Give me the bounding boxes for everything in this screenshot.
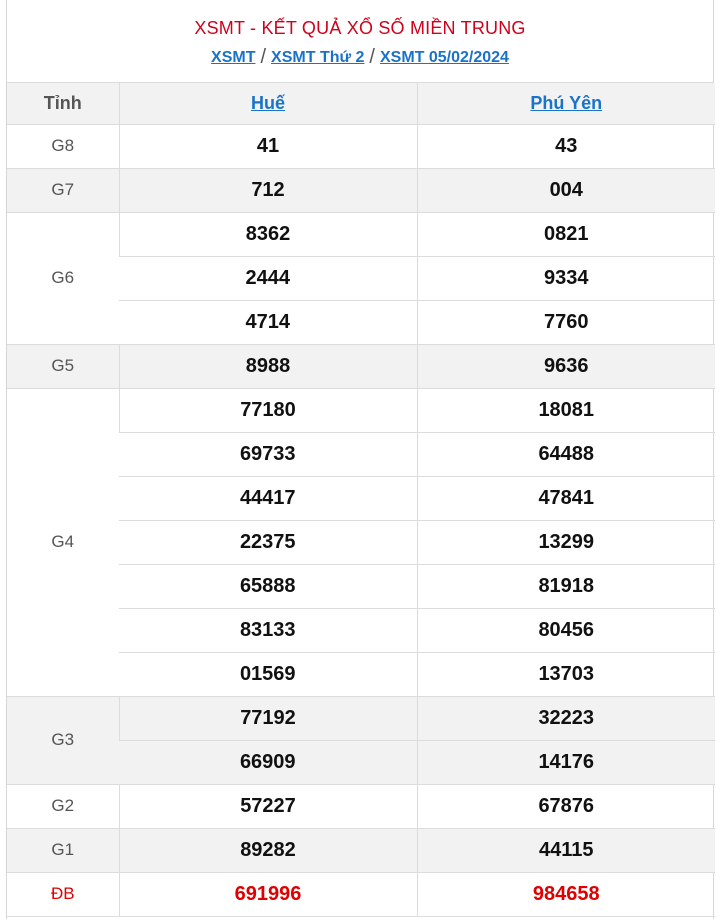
result-number-phu-yen: 13703 [417, 652, 715, 696]
prize-label: G2 [7, 784, 119, 828]
result-number-phu-yen: 004 [417, 168, 715, 212]
table-row [7, 388, 715, 432]
table-row [7, 212, 715, 256]
table-row [7, 168, 715, 212]
result-number-hue: 66909 [119, 740, 417, 784]
result-number-hue: 89282 [119, 828, 417, 872]
table-row [7, 828, 715, 872]
prize-label: G7 [7, 168, 119, 212]
table-row [7, 784, 715, 828]
breadcrumb-separator: / [369, 46, 375, 68]
column-header-hue [119, 83, 417, 124]
result-number-phu-yen: 44115 [417, 828, 715, 872]
results-panel [6, 0, 714, 919]
result-number-hue: 4714 [119, 300, 417, 344]
result-number-hue: 8988 [119, 344, 417, 388]
result-number-phu-yen: 13299 [417, 520, 715, 564]
results-header [7, 0, 713, 83]
column-header-phu-yen [417, 83, 715, 124]
result-number-hue: 22375 [119, 520, 417, 564]
result-number-phu-yen: 9334 [417, 256, 715, 300]
breadcrumb-link-xsmt[interactable]: XSMT [211, 49, 256, 66]
result-number-phu-yen: 9636 [417, 344, 715, 388]
result-number-hue: 77180 [119, 388, 417, 432]
result-number-phu-yen: 18081 [417, 388, 715, 432]
result-number-hue: 8362 [119, 212, 417, 256]
result-number-hue: 69733 [119, 432, 417, 476]
result-number-phu-yen: 67876 [417, 784, 715, 828]
province-link-hue[interactable]: Huế [250, 92, 285, 113]
result-number-phu-yen: 64488 [417, 432, 715, 476]
prize-label: G4 [7, 388, 119, 696]
result-number-phu-yen: 47841 [417, 476, 715, 520]
table-row [7, 344, 715, 388]
results-body [7, 124, 715, 916]
result-number-hue: 712 [119, 168, 417, 212]
table-row [7, 872, 715, 916]
result-number-hue: 65888 [119, 564, 417, 608]
column-header-province-label: Tỉnh [7, 83, 119, 124]
table-row [7, 124, 715, 168]
result-number-phu-yen: 0821 [417, 212, 715, 256]
table-row [7, 696, 715, 740]
result-number-hue: 57227 [119, 784, 417, 828]
result-number-hue: 691996 [119, 872, 417, 916]
prize-label: G1 [7, 828, 119, 872]
prize-label: G6 [7, 212, 119, 344]
prize-label: ĐB [7, 872, 119, 916]
result-number-phu-yen: 14176 [417, 740, 715, 784]
result-number-phu-yen: 80456 [417, 608, 715, 652]
table-header-row [7, 83, 715, 124]
result-number-hue: 77192 [119, 696, 417, 740]
result-number-phu-yen: 984658 [417, 872, 715, 916]
province-link-phu-yen[interactable]: Phú Yên [530, 92, 603, 113]
result-number-phu-yen: 32223 [417, 696, 715, 740]
page-title: XSMT - KẾT QUẢ XỔ SỐ MIỀN TRUNG [194, 18, 526, 38]
prize-label: G8 [7, 124, 119, 168]
result-number-hue: 01569 [119, 652, 417, 696]
breadcrumb-link-xsmt-thu-2[interactable]: XSMT Thứ 2 [271, 49, 365, 66]
results-table [7, 83, 715, 917]
result-number-phu-yen: 81918 [417, 564, 715, 608]
breadcrumb [7, 46, 713, 68]
prize-label: G3 [7, 696, 119, 784]
breadcrumb-separator: / [260, 46, 267, 68]
breadcrumb-link-xsmt-date[interactable]: XSMT 05/02/2024 [379, 49, 509, 66]
result-number-hue: 44417 [119, 476, 417, 520]
result-number-hue: 83133 [119, 608, 417, 652]
result-number-phu-yen: 43 [417, 124, 715, 168]
result-number-hue: 2444 [119, 256, 417, 300]
result-number-phu-yen: 7760 [417, 300, 715, 344]
prize-label: G5 [7, 344, 119, 388]
result-number-hue: 41 [119, 124, 417, 168]
